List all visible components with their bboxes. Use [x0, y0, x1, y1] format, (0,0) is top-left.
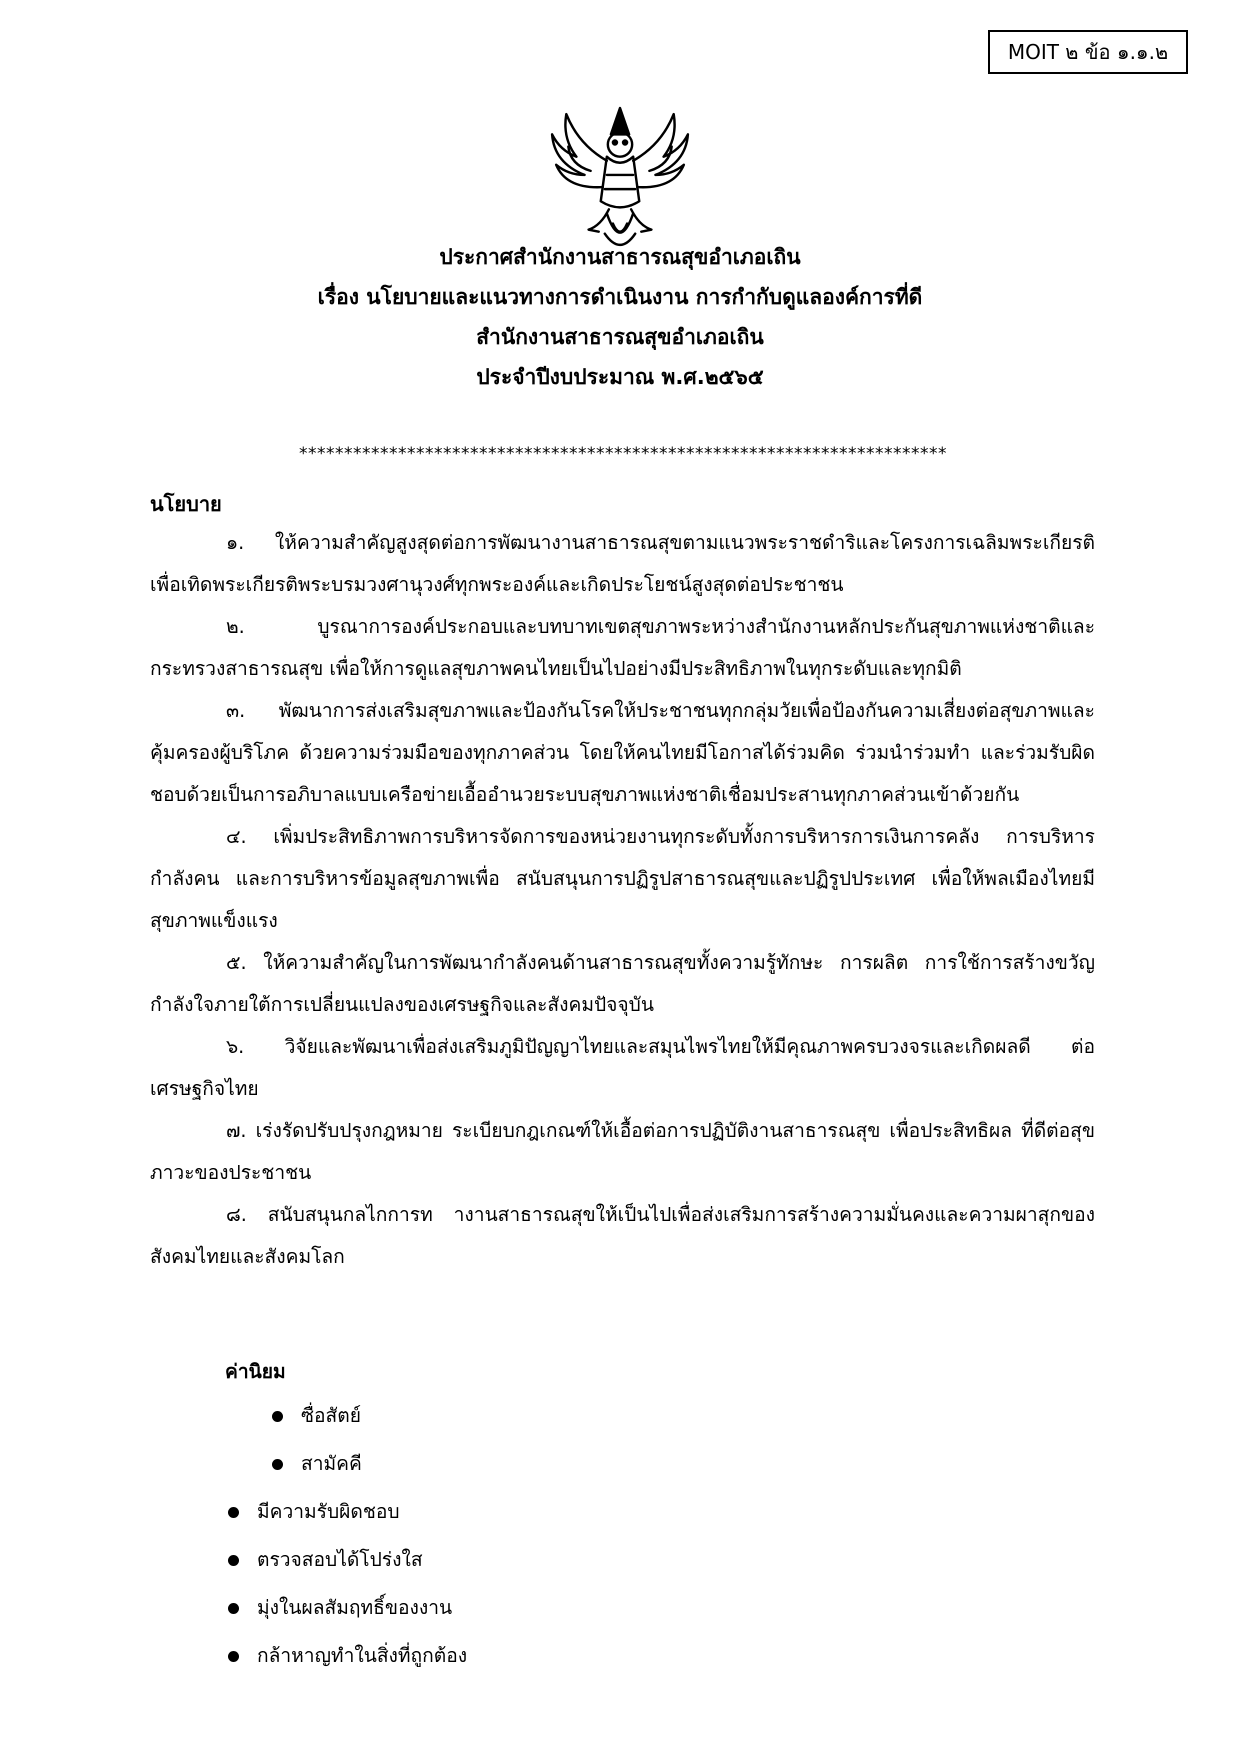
- bullet-icon: [228, 1507, 239, 1518]
- value-item-label: มีความรับผิดชอบ: [257, 1500, 400, 1523]
- bullet-icon: [272, 1459, 283, 1470]
- value-item-label: กล้าหาญทำในสิ่งที่ถูกต้อง: [257, 1644, 468, 1667]
- policy-item-4: ๔. เพิ่มประสิทธิภาพการบริหารจัดการของหน่วยงานทุกระดับทั้งการบริหารการเงินการคลัง การบริหารกำลังคน และการบริหารข้อมูลสุขภาพเพื่อ สนับสนุนการปฏิรูปสาธารณสุขและปฏิรูปประเทศ เพื่อให้พลเมืองไทยมีสุขภาพแข็งแรง: [150, 825, 1095, 932]
- list-item: [228, 1632, 467, 1680]
- bullet-icon: [228, 1555, 239, 1566]
- value-item-label: ซื่อสัตย์: [301, 1404, 361, 1427]
- asterisk-separator: ************************************************************************: [299, 444, 947, 464]
- policy-list: [150, 522, 1095, 1278]
- policy-item-8: ๘. สนับสนุนกลไกการท างานสาธารณสุขให้เป็นไปเพื่อส่งเสริมการสร้างความมั่นคงและความผาสุกของสังคมไทยและสังคมโลก: [150, 1203, 1095, 1268]
- announcement-title: ประกาศสำนักงานสาธารณสุขอำเภอเถิน: [439, 245, 801, 269]
- policy-heading: นโยบาย: [150, 492, 222, 516]
- document-reference-box: [988, 30, 1188, 74]
- list-item: [228, 1536, 467, 1584]
- bullet-icon: [272, 1411, 283, 1422]
- value-item-label: ตรวจสอบได้โปร่งใส: [257, 1548, 423, 1571]
- policy-item-2: ๒. บูรณาการองค์ประกอบและบทบาทเขตสุขภาพระหว่างสำนักงานหลักประกันสุขภาพแห่งชาติและกระทรวงสาธารณสุข เพื่อให้การดูแลสุขภาพคนไทยเป็นไปอย่างมีประสิทธิภาพในทุกระดับและทุกมิติ: [150, 615, 1095, 680]
- policy-item-1: ๑. ให้ความสำคัญสูงสุดต่อการพัฒนางานสาธารณสุขตามแนวพระราชดำริและโครงการเฉลิมพระเกียรติ เพื่อเทิดพระเกียรติพระบรมวงศานุวงศ์ทุกพระองค์และเกิดประโยชน์สูงสุดต่อประชาชน: [150, 531, 1095, 596]
- values-section: [150, 1352, 467, 1680]
- policy-item-5: ๕. ให้ความสำคัญในการพัฒนากำลังคนด้านสาธารณสุขทั้งความรู้ทักษะ การผลิต การใช้การสร้างขวัญกำลังใจภายใต้การเปลี่ยนแปลงของเศรษฐกิจและสังคมปัจจุบัน: [150, 951, 1095, 1016]
- list-item: [272, 1392, 467, 1440]
- fiscal-year: ประจำปีงบประมาณ พ.ศ.๒๕๖๕: [476, 365, 764, 389]
- announcement-subject: เรื่อง นโยบายและแนวทางการดำเนินงาน การกำกับดูแลองค์การที่ดี: [317, 285, 923, 309]
- list-item: [272, 1440, 467, 1488]
- policy-item-7: ๗. เร่งรัดปรับปรุงกฎหมาย ระเบียบกฎเกณฑ์ให้เอื้อต่อการปฏิบัติงานสาธารณสุข เพื่อประสิทธิผล ที่ดีต่อสุขภาวะของประชาชน: [150, 1119, 1095, 1184]
- garuda-emblem-icon: [544, 104, 696, 256]
- policy-item-3: ๓. พัฒนาการส่งเสริมสุขภาพและป้องกันโรคให้ประชาชนทุกกลุ่มวัยเพื่อป้องกันความเสี่ยงต่อสุขภาพและคุ้มครองผู้บริโภค ด้วยความร่วมมือของทุกภาคส่วน โดยให้คนไทยมีโอกาสได้ร่วมคิด ร่วมนำร่วมทำ และร่วมรับผิดชอบด้วยเป็นการอภิบาลแบบเครือข่ายเอื้ออำนวยระบบสุขภาพแห่งชาติเชื่อมประสานทุกภาคส่วนเข้าด้วยกัน: [150, 699, 1095, 806]
- values-outer-list: [150, 1488, 467, 1680]
- document-reference-code: MOIT ๒ ข้อ ๑.๑.๒: [1007, 40, 1169, 64]
- issuing-office: สำนักงานสาธารณสุขอำเภอเถิน: [476, 325, 764, 349]
- values-heading: ค่านิยม: [225, 1360, 286, 1383]
- value-item-label: สามัคคี: [301, 1452, 362, 1475]
- value-item-label: มุ่งในผลสัมฤทธิ์ของงาน: [257, 1596, 453, 1619]
- list-item: [228, 1488, 467, 1536]
- policy-item-6: ๖. วิจัยและพัฒนาเพื่อส่งเสริมภูมิปัญญาไทยและสมุนไพรไทยให้มีคุณภาพครบวงจรและเกิดผลดี ต่อเศรษฐกิจไทย: [150, 1035, 1095, 1100]
- list-item: [228, 1584, 467, 1632]
- values-inner-list: [150, 1392, 467, 1488]
- bullet-icon: [228, 1651, 239, 1662]
- bullet-icon: [228, 1603, 239, 1614]
